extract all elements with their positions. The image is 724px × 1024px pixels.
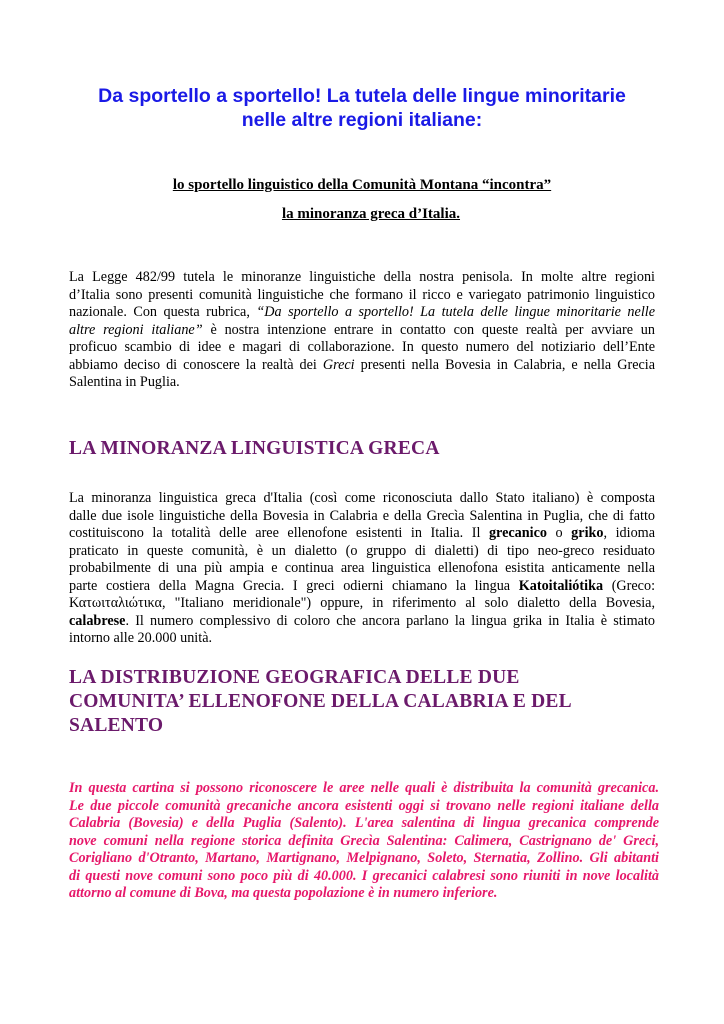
intro-paragraph: [69, 269, 655, 392]
caption-line: di questi nove comuni sono poco più di 40.000. I grecanici calabresi sono riuniti in nove località: [69, 867, 659, 884]
paragraph-line: calabrese. Il numero complessivo di coloro che ancora parlano la lingua grika in Italia è stimato: [69, 612, 655, 629]
heading-line: LA DISTRIBUZIONE GEOGRAFICA DELLE DUE: [69, 667, 520, 688]
section-heading-minoranza: LA MINORANZA LINGUISTICA GRECA: [69, 438, 440, 459]
paragraph-line: intorno alle 20.000 unità.: [69, 630, 213, 646]
title-line-1: Da sportello a sportello! La tutela delle lingue minoritarie: [98, 85, 626, 107]
caption-line: Le due piccole comunità grecaniche ancora esistenti oggi si trovano nelle regioni italiane della: [69, 797, 659, 814]
map-caption-paragraph: [69, 780, 659, 903]
intro-line: proficuo scambio di idee e magari di collaborazione. In questo numero del notiziario dell’Ente: [69, 339, 655, 355]
heading-line: COMUNITA’ ELLENOFONE DELLA CALABRIA E DEL: [69, 691, 572, 712]
paragraph-line: La minoranza linguistica greca d'Italia (così come riconosciuta dallo Stato italiano) è composta: [69, 490, 655, 506]
subtitle-line-1: lo sportello linguistico della Comunità Montana “incontra”: [172, 177, 552, 193]
title-line-2: nelle altre regioni italiane:: [241, 109, 483, 131]
paragraph-line: dalle due isole linguistiche della Bovesia in Calabria e della Grecìa Salentina in Puglia, che di fatto: [69, 507, 655, 524]
caption-line: Calabria (Bovesia) e della Puglia (Salento). L'area salentina di lingua grecanica comprende: [69, 815, 659, 831]
intro-line: nazionale. Con questa rubrica, “Da sportello a sportello! La tutela delle lingue minoritarie nelle: [69, 304, 656, 320]
paragraph-line: costituiscono la totalità delle aree ellenofone esistenti in Italia. Il grecanico o griko, idioma: [69, 525, 655, 541]
intro-line: Salentina in Puglia.: [69, 374, 180, 390]
intro-line: abbiamo deciso di conoscere la realtà dei Greci presenti nella Bovesia in Calabria, e nella Grecia: [69, 356, 656, 373]
caption-line: attorno al comune di Bova, ma questa popolazione è in numero inferiore.: [69, 885, 498, 901]
intro-line: La Legge 482/99 tutela le minoranze linguistiche della nostra penisola. In molte altre regioni: [69, 269, 655, 285]
paragraph-line: probabilmente di una più ampia e continua area linguistica ellenofona esistita anticamente nella: [69, 560, 655, 576]
caption-line: In questa cartina si possono riconoscere le aree nelle quali è distribuita la comunità grecanica.: [69, 780, 659, 796]
intro-line: d’Italia sono presenti comunità linguistiche che formano il ricco e variegato patrimonio linguistico: [69, 286, 655, 303]
paragraph-line: parte costiera della Magna Grecia. I greci odierni chiamano la lingua Katoitaliótika (Greco:: [69, 577, 656, 594]
subtitle-line-2: la minoranza greca d’Italia.: [281, 206, 461, 222]
intro-line: altre regioni italiane” è nostra intenzione entrare in contatto con queste realtà per avviare un: [69, 321, 655, 338]
paragraph-line: praticato in queste comunità, è un dialetto (o gruppo di dialetti) di tipo neo-greco residuato: [69, 542, 655, 559]
heading-line: SALENTO: [69, 715, 164, 736]
section-heading-distribuzione: [69, 666, 655, 738]
minoranza-paragraph: [69, 490, 655, 648]
paragraph-line: Κατωιταλιώτικα, "Italiano meridionale") oppure, in riferimento al solo dialetto della Bovesia,: [69, 595, 655, 611]
caption-line: Corigliano d'Otranto, Martano, Martignano, Melpignano, Soleto, Sternatia, Zollino. Gli abitanti: [69, 850, 659, 866]
page-title: [60, 84, 664, 132]
caption-line: nove comuni nella regione storica definita Grecìa Salentina: Calimera, Castrignano de' Greci,: [69, 832, 659, 849]
